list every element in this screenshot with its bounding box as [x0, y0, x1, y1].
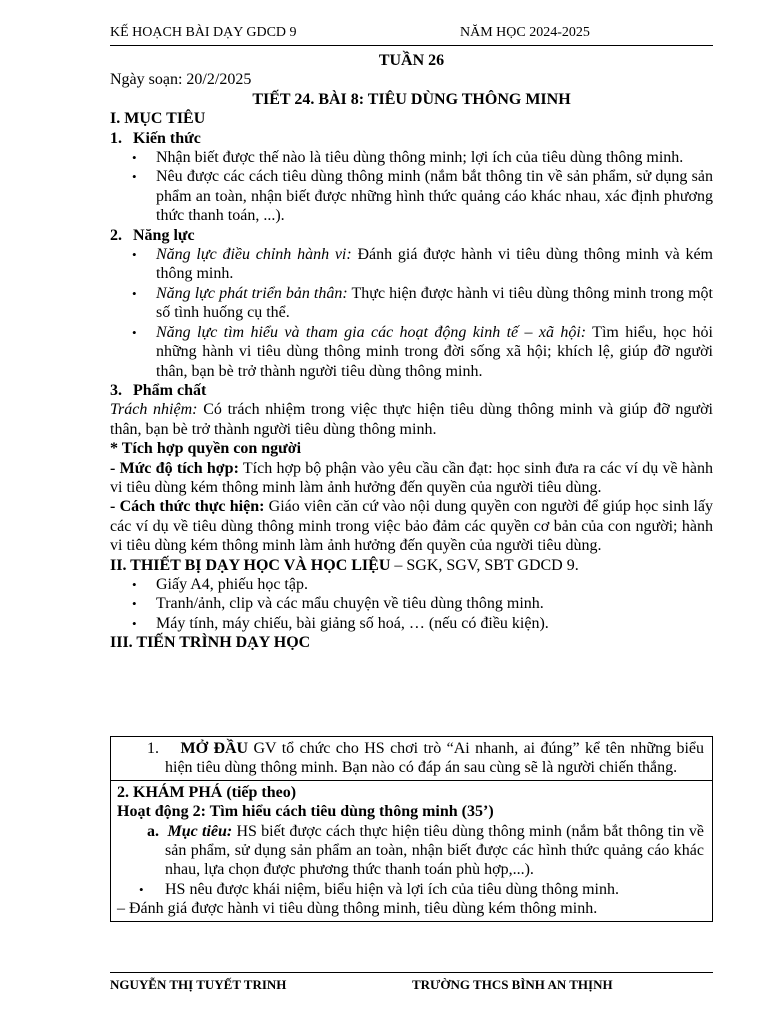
- list-item: • Năng lực phát triển bản thân: Thực hiện được hành vi tiêu dùng thông minh trong một số tình huống cụ thể.: [110, 284, 713, 323]
- materials-list: [110, 575, 713, 633]
- competency-heading: 2. Năng lực: [110, 226, 195, 244]
- table-row: [111, 781, 712, 921]
- objective-dash-item: – Đánh giá được hành vi tiêu dùng thông minh, tiêu dùng kém thông minh.: [117, 900, 598, 918]
- header-right: NĂM HỌC 2024-2025: [460, 25, 590, 40]
- list-item: • Năng lực điều chỉnh hành vi: Đánh giá được hành vi tiêu dùng thông minh và kém thông minh.: [110, 245, 713, 284]
- page-footer: [110, 972, 713, 992]
- list-item: • Nhận biết được thế nào là tiêu dùng thông minh; lợi ích của tiêu dùng thông minh.: [110, 148, 713, 167]
- integration-method: - Cách thức thực hiện: Giáo viên căn cứ vào nội dung quyền con người để giúp học sinh lấy các ví dụ về tiêu dùng thông minh trong việc bảo đảm các quyền cơ bản của con người; hành vi tiêu dùng kém thông minh làm ảnh hưởng đến quyền của người tiêu dùng.: [110, 498, 713, 555]
- integration-level: - Mức độ tích hợp: Tích hợp bộ phận vào yêu cầu cần đạt: học sinh đưa ra các ví dụ về hành vi tiêu dùng kém thông minh làm ảnh hưởng đến quyền của người tiêu dùng.: [110, 459, 714, 496]
- list-item: • Nêu được các cách tiêu dùng thông minh (nắm bắt thông tin về sản phẩm, sử dụng sản phẩm an toàn, nhận biết được những hình thức quảng cáo khác nhau, xác định phương thức thanh toán, ...).: [110, 167, 713, 225]
- explore-heading: 2. KHÁM PHÁ (tiếp theo): [117, 783, 297, 801]
- footer-author: NGUYỄN THỊ TUYẾT TRINH: [110, 977, 287, 992]
- activity-heading: Hoạt động 2: Tìm hiểu cách tiêu dùng thông minh (35’): [117, 803, 494, 821]
- list-item: • Năng lực tìm hiểu và tham gia các hoạt động kinh tế – xã hội: Tìm hiểu, học hỏi những hành vi tiêu dùng thông minh trong đời sống xã hội; khích lệ, giúp đỡ người thân, bạn bè trở thành người tiêu dùng thông minh.: [110, 323, 713, 381]
- knowledge-heading: 1. Kiến thức: [110, 129, 201, 147]
- list-item: • HS nêu được khái niệm, biểu hiện và lợi ích của tiêu dùng thông minh.: [117, 880, 704, 899]
- quality-text: Trách nhiệm: Có trách nhiệm trong việc thực hiện tiêu dùng thông minh và giúp đỡ người thân, bạn bè trở thành người tiêu dùng thông minh.: [110, 401, 713, 438]
- competency-list: [110, 245, 713, 381]
- document-body: [110, 50, 713, 653]
- section-1-heading: I. MỤC TIÊU: [110, 110, 206, 128]
- human-rights-heading: * Tích hợp quyền con người: [110, 440, 302, 458]
- section-3-heading: III. TIẾN TRÌNH DẠY HỌC: [110, 634, 311, 652]
- knowledge-list: [110, 148, 713, 226]
- objective-text: a. Mục tiêu: HS biết được cách thực hiện tiêu dùng thông minh (nắm bắt thông tin về sản phẩm, sử dụng sản phẩm an toàn, nhận biết được các hình thức quảng cáo khác nhau, lựa chọn được phương thức thanh toán phù hợp,...).: [147, 822, 704, 879]
- list-item: • Tranh/ảnh, clip và các mẩu chuyện về tiêu dùng thông minh.: [110, 594, 713, 613]
- section-2-heading: II. THIẾT BỊ DẠY HỌC VÀ HỌC LIỆU – SGK, SGV, SBT GDCD 9.: [110, 556, 579, 574]
- list-item: • Giấy A4, phiếu học tập.: [110, 575, 713, 594]
- header-left: KẾ HOẠCH BÀI DẠY GDCD 9: [110, 25, 297, 40]
- page-header: [110, 25, 713, 46]
- week-title: TUẦN 26: [378, 52, 445, 69]
- activity-table: [110, 736, 713, 922]
- warmup-text: 1. MỞ ĐẦU GV tổ chức cho HS chơi trò “Ai nhanh, ai đúng” kể tên những biểu hiện tiêu dùng thông minh. Bạn nào có đáp án sau cùng sẽ là người chiến thắng.: [147, 740, 704, 777]
- table-row: [111, 737, 712, 781]
- list-item: • Máy tính, máy chiếu, bài giảng số hoá, … (nếu có điều kiện).: [110, 614, 713, 633]
- date-line: Ngày soạn: 20/2/2025: [110, 71, 252, 89]
- footer-school: TRƯỜNG THCS BÌNH AN THỊNH: [412, 977, 613, 992]
- lesson-title: TIẾT 24. BÀI 8: TIÊU DÙNG THÔNG MINH: [252, 90, 571, 108]
- objective-list: [117, 880, 704, 899]
- quality-heading: 3. Phẩm chất: [110, 381, 207, 399]
